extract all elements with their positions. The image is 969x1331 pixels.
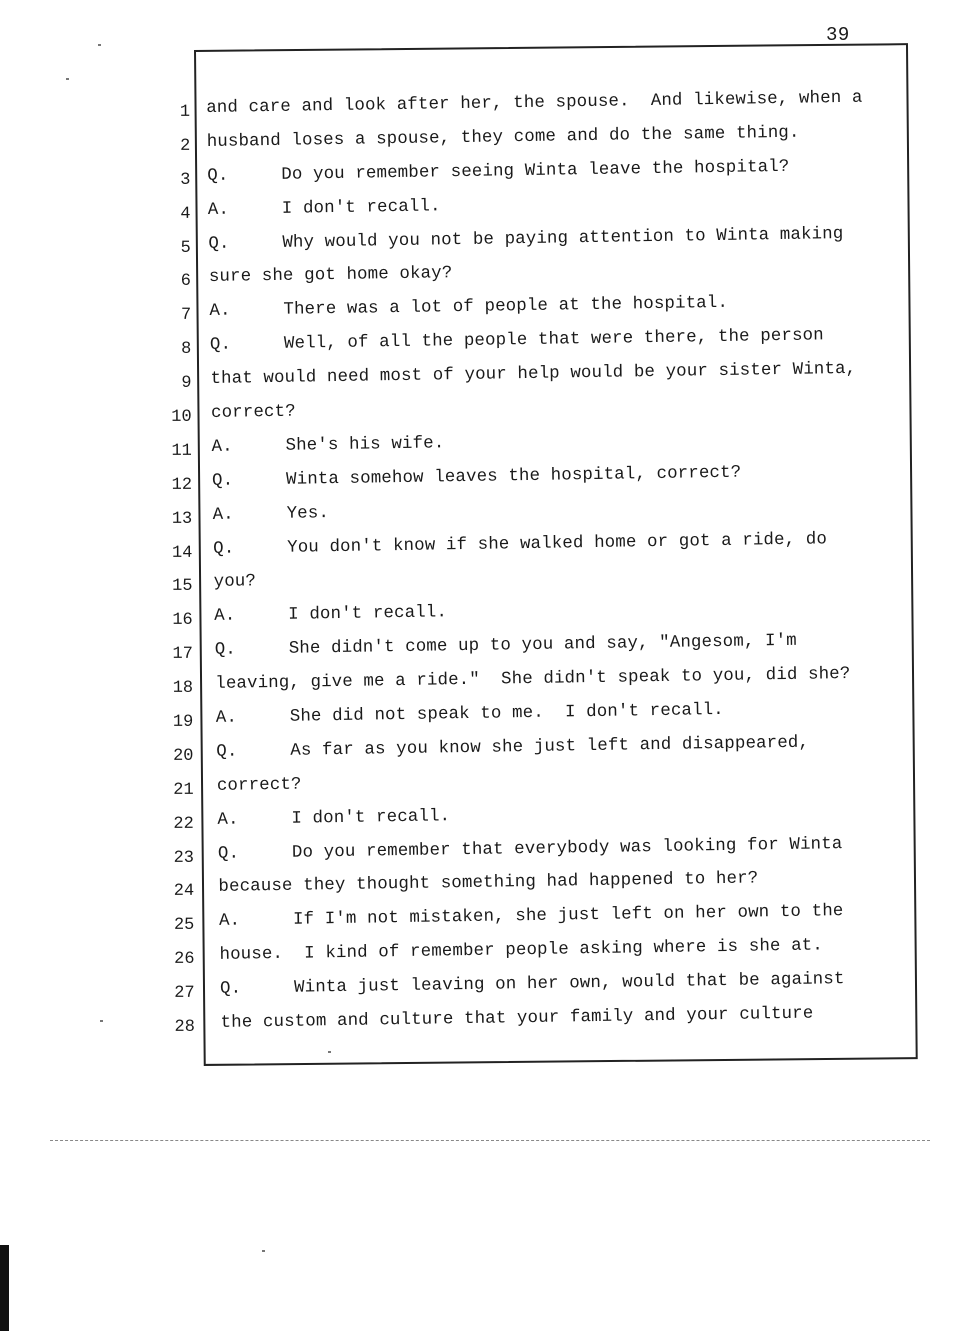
- scan-binding-edge: [0, 1245, 9, 1331]
- scan-speck: [262, 1250, 265, 1252]
- line-text: I don't recall.: [288, 603, 448, 626]
- line-number: 18: [172, 678, 194, 699]
- line-text: If I'm not mistaken, she just left on her own to the: [292, 902, 844, 931]
- line-number: 12: [171, 475, 193, 495]
- speaker-label: Q.: [208, 234, 230, 254]
- speaker-label: Q.: [216, 742, 238, 762]
- speaker-label: A.: [209, 301, 231, 322]
- line-number: 11: [171, 441, 192, 461]
- line-number: 9: [181, 373, 192, 393]
- line-number: 17: [172, 645, 193, 665]
- line-text: She did not speak to me. I don't recall.: [289, 700, 724, 727]
- speaker-label: Q.: [213, 539, 235, 559]
- line-text: house. I kind of remember people asking where is she at.: [219, 936, 824, 966]
- speaker-label: A.: [212, 505, 234, 525]
- line-number: 14: [171, 543, 193, 563]
- line-text: leaving, give me a ride." She didn't speak to you, did she?: [215, 665, 851, 695]
- line-text: Why would you not be paying attention to Winta making: [282, 224, 844, 253]
- speaker-label: Q.: [209, 335, 232, 356]
- page-number: 39: [826, 24, 850, 46]
- line-text: because they thought something had happened to her?: [218, 869, 759, 898]
- line-number: 6: [180, 272, 192, 292]
- line-text: that would need most of your help would be your sister Winta,: [210, 359, 857, 390]
- line-number: 22: [173, 814, 194, 834]
- line-number: 28: [174, 1017, 195, 1037]
- line-number: 23: [173, 848, 195, 868]
- line-number: 27: [174, 983, 195, 1004]
- speaker-label: A.: [217, 810, 239, 830]
- line-number: 16: [172, 611, 193, 631]
- speaker-label: A.: [214, 606, 236, 627]
- page-divider: [50, 1140, 930, 1141]
- line-text: As far as you know she just left and disappeared,: [290, 733, 810, 761]
- line-number: 24: [173, 882, 195, 902]
- line-text: you?: [213, 572, 257, 593]
- speaker-label: A.: [207, 200, 230, 220]
- line-number: 19: [172, 712, 194, 732]
- line-number: 15: [172, 577, 193, 597]
- line-number: 5: [180, 238, 191, 258]
- speaker-label: Q.: [219, 979, 242, 1000]
- speaker-label: Q.: [207, 166, 229, 186]
- speaker-label: Q.: [214, 640, 237, 661]
- speaker-label: Q.: [217, 844, 240, 864]
- line-text: husband loses a spouse, they come and do the same thing.: [206, 123, 800, 152]
- speaker-label: Q.: [211, 471, 234, 491]
- line-number: 21: [173, 780, 194, 800]
- line-text: Do you remember seeing Winta leave the hospital?: [281, 157, 790, 185]
- line-number: 20: [173, 746, 194, 766]
- line-number: 10: [171, 407, 192, 427]
- line-number: 8: [181, 340, 192, 360]
- scan-speck: [100, 1020, 103, 1022]
- line-number: 1: [179, 102, 191, 122]
- speaker-label: A.: [215, 708, 238, 728]
- line-text: I don't recall.: [281, 197, 441, 219]
- line-text: She's his wife.: [285, 434, 445, 456]
- line-text: You don't know if she walked home or got a ride, do: [287, 529, 828, 558]
- line-text: Well, of all the people that were there, the person: [283, 326, 824, 355]
- line-text: sure she got home okay?: [208, 264, 453, 288]
- line-text: There was a lot of people at the hospital.: [283, 294, 729, 321]
- line-text: correct?: [216, 775, 302, 796]
- line-number: 7: [180, 306, 192, 326]
- scan-speck: [98, 44, 101, 46]
- line-text: Yes.: [286, 503, 330, 524]
- line-number: 2: [180, 136, 191, 156]
- line-number: 13: [171, 509, 193, 529]
- line-number: 25: [173, 916, 195, 936]
- line-text: Winta somehow leaves the hospital, correct?: [285, 463, 742, 490]
- line-number: 3: [180, 170, 191, 190]
- speaker-label: A.: [218, 911, 241, 932]
- line-number: 4: [180, 204, 191, 224]
- line-text: Do you remember that everybody was looking for Winta: [291, 834, 843, 863]
- line-text: I don't recall.: [291, 806, 451, 829]
- line-text: the custom and culture that your family and your culture: [220, 1004, 814, 1033]
- line-text: correct?: [210, 402, 296, 423]
- scan-speck: [66, 78, 69, 80]
- line-text: She didn't come up to you and say, "Angesom, I'm: [288, 632, 797, 660]
- transcript-body: [206, 81, 911, 1041]
- line-text: and care and look after her, the spouse. And likewise, when a: [206, 88, 863, 118]
- line-number-column: [150, 96, 195, 1045]
- scan-speck: [328, 1051, 331, 1053]
- line-text: Winta just leaving on her own, would that be against: [293, 970, 845, 998]
- speaker-label: A.: [211, 437, 233, 457]
- line-number: 26: [174, 950, 195, 970]
